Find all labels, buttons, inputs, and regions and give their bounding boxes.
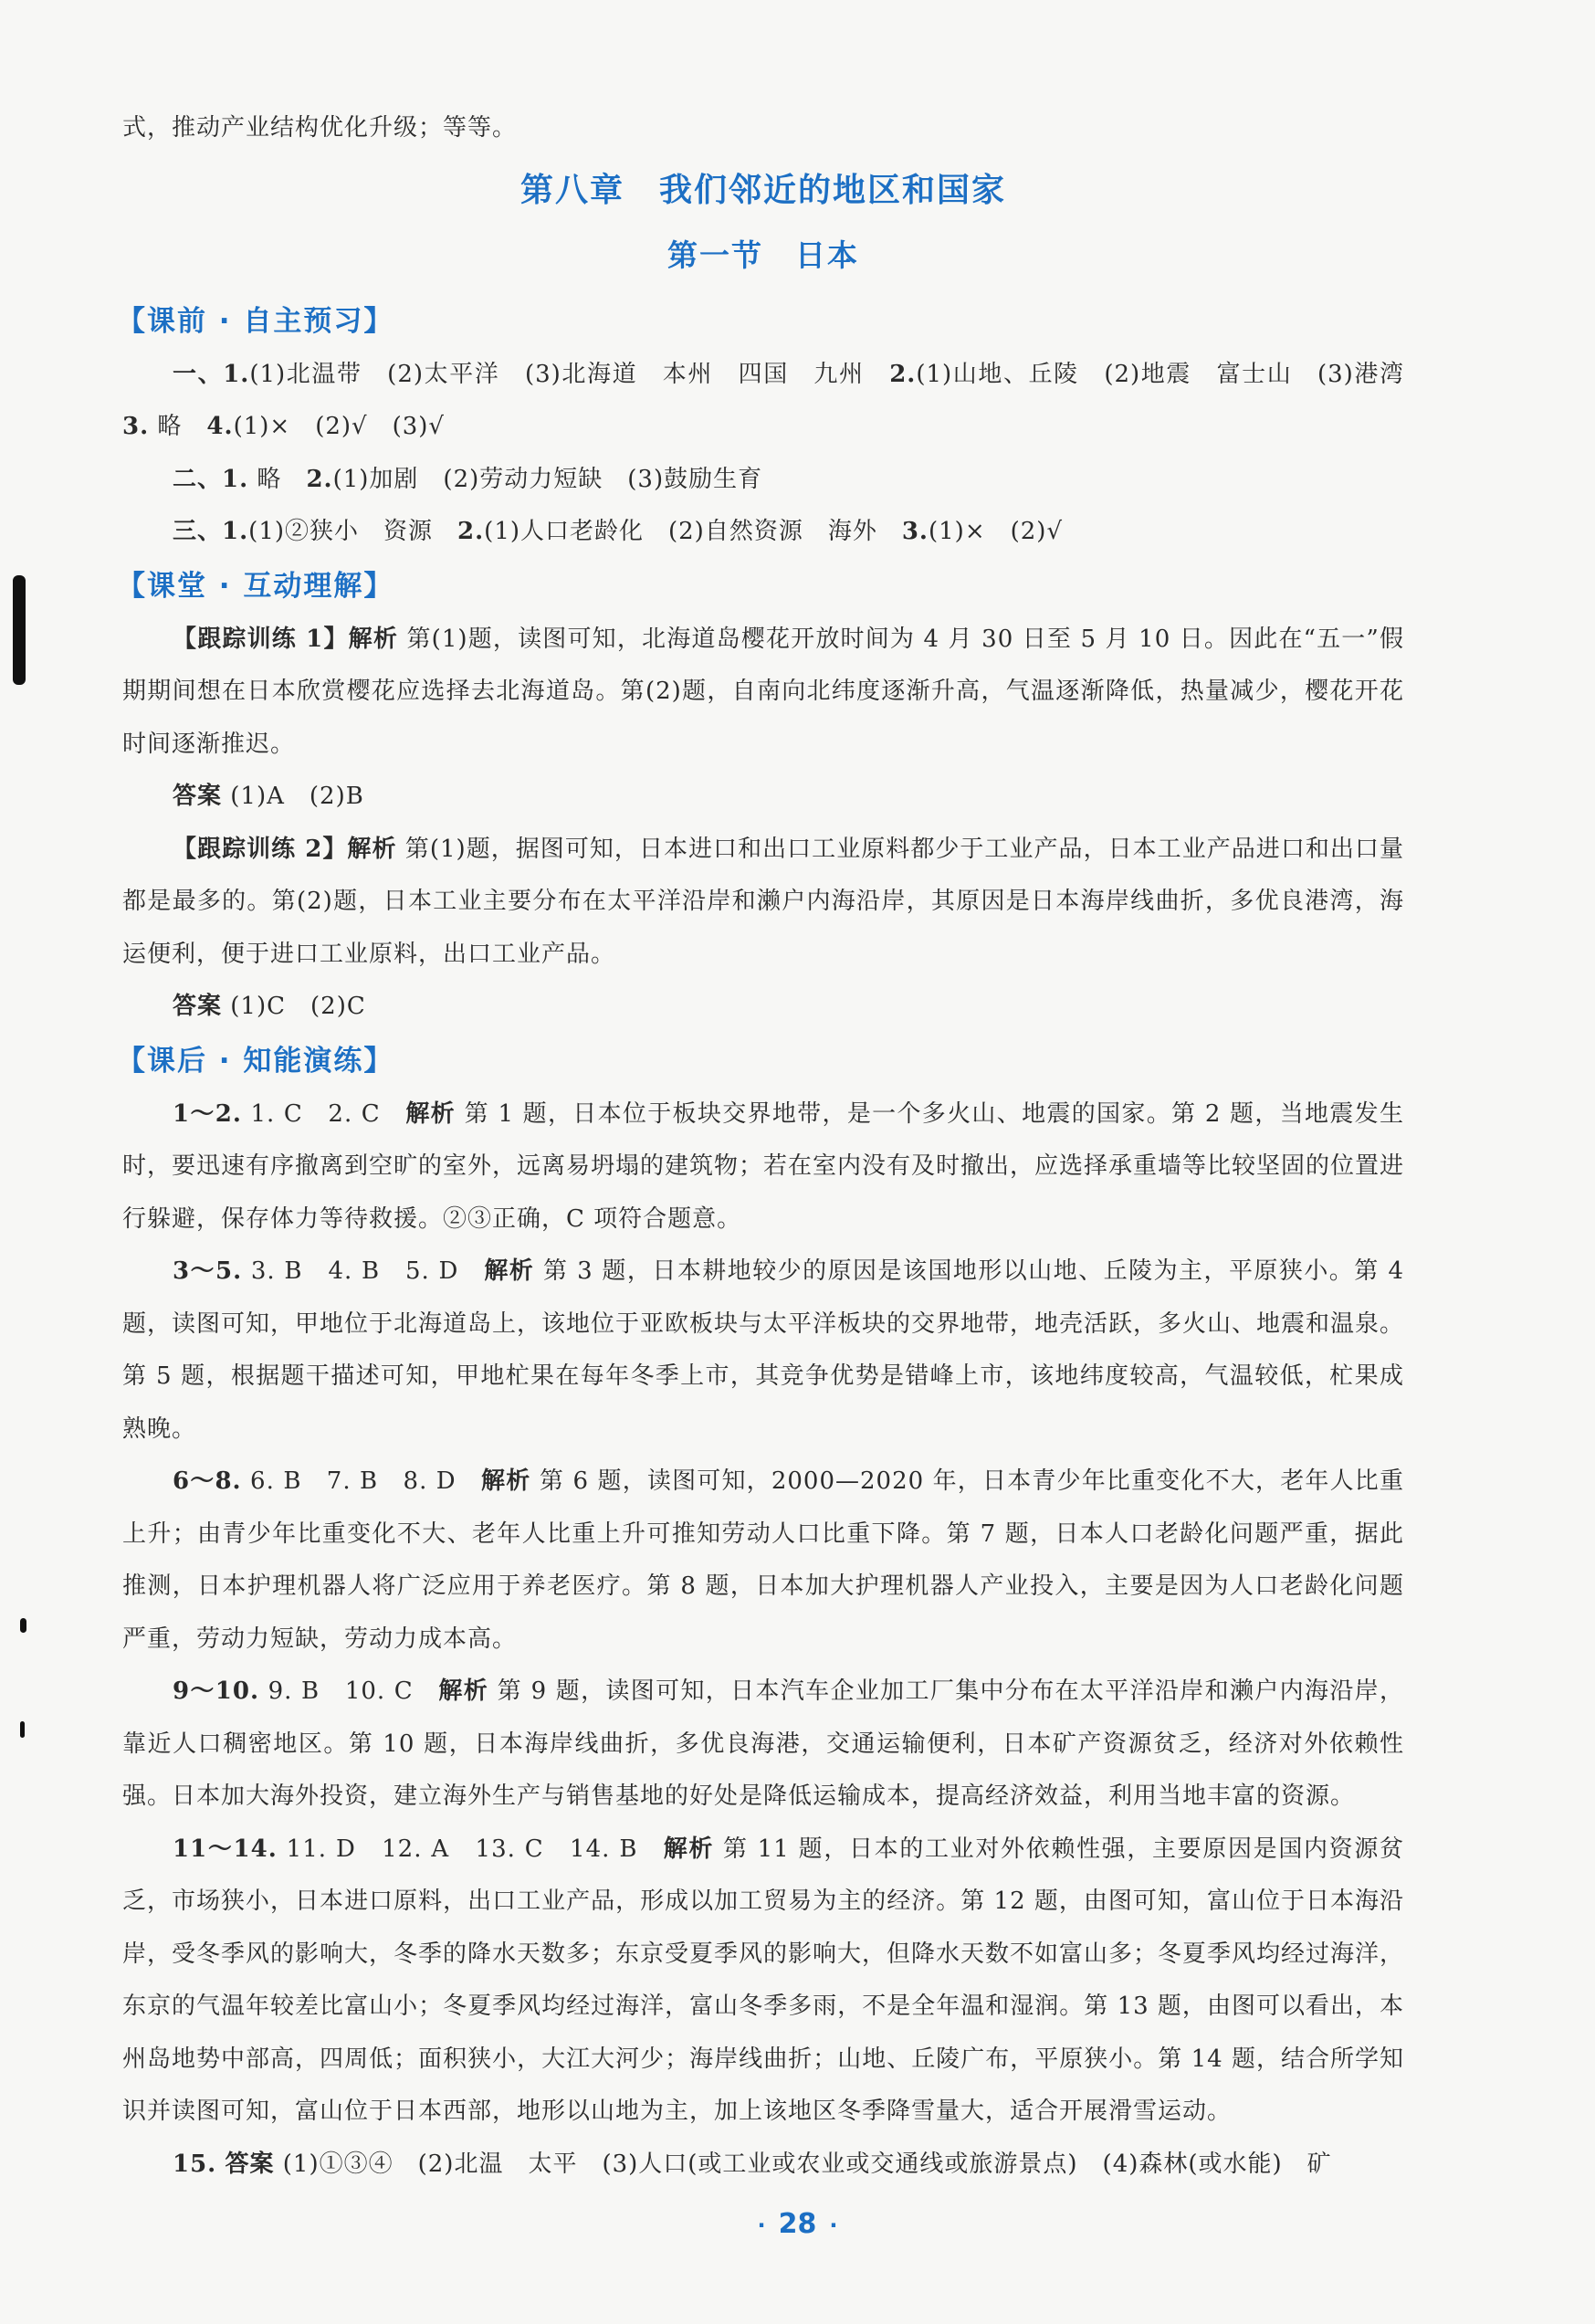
explanation-text: 第(1)题，读图可知，北海道岛樱花开放时间为 4 月 30 日至 5 月 10 日。因此在“五一”假期期间想在日本欣赏樱花应选择去北海道岛。第(2)题，自南向北纬度逐渐升高，气温逐渐降低，热量减少，樱花开花时间逐渐推迟。	[122, 625, 1404, 758]
preview-answers-2	[122, 454, 1404, 507]
answer-text: (1)山地、丘陵 (2)地震 富士山 (3)港湾	[916, 360, 1429, 388]
page-number	[0, 2208, 1595, 2240]
answer-label: 答案	[173, 783, 223, 810]
answer-text: 11. D 12. A 13. C 14. B	[277, 1835, 664, 1863]
explanation-label: 解析	[663, 1835, 715, 1863]
explanation-text: 第 11 题，日本的工业对外依赖性强，主要原因是国内资源贫乏，市场狭小，日本进口原料，出口工业产品，形成以加工贸易为主的经济。第 12 题，由图可知，富山位于日本海沿岸，受冬季风的影响大，冬季的降水天数多；东京受夏季风的影响大，但降水天数不如富山多；冬夏季风均经过海洋，东京的气温年较差比富山小；冬夏季风均经过海洋，富山冬季多雨，不是全年温和湿润。第 13 题，由图可以看出，本州岛地势中部高，四周低；面积狭小，大江大河少；海岸线曲折；山地、丘陵广布，平原狭小。第 14 题，结合所学知识并读图可知，富山位于日本西部，地形以山地为主，加上该地区冬季降雪量大，适合开展滑雪运动。	[122, 1835, 1405, 2125]
item-number: 2.	[306, 465, 333, 493]
page-number-value: 28	[778, 2208, 817, 2240]
answer-text: 6. B 7. B 8. D	[241, 1467, 482, 1495]
explanation-text: 第 1 题，日本位于板块交界地带，是一个多火山、地震的国家。第 2 题，当地震发生时，要迅速有序撤离到空旷的室外，远离易坍塌的建筑物；若在室内没有及时撤出，应选择承重墙等比较坚固的位置进行躲避，保存体力等待救援。②③正确，C 项符合题意。	[122, 1099, 1405, 1233]
answer-label: 答案	[173, 993, 223, 1020]
item-number: 3.	[122, 413, 150, 440]
explanation-label: 解析	[481, 1467, 531, 1495]
question-number: 15.	[173, 2150, 217, 2178]
answer-text: (1)C (2)C	[222, 993, 366, 1020]
scan-mark	[20, 1721, 25, 1738]
answer-text: 3. B 4. B 5. D	[242, 1257, 485, 1285]
item-number: 3.	[901, 518, 929, 545]
tracking-exercise-1	[122, 614, 1404, 772]
page-dot: ·	[829, 2213, 838, 2238]
scan-mark	[13, 575, 26, 685]
answer-text: (1)北温带 (2)太平洋 (3)北海道 本州 四国 九州	[249, 360, 890, 388]
tracking-exercise-2	[122, 824, 1404, 982]
explanation-text: 第 3 题，日本耕地较少的原因是该国地形以山地、丘陵为主，平原狭小。第 4 题，读图可知，甲地位于北海道岛上，该地位于亚欧板块与太平洋板块的交界地带，地壳活跃，多火山、地震和温泉。第 5 题，根据题干描述可知，甲地杧果在每年冬季上市，其竞争优势是错峰上市，该地纬度较高，气温较低，杧果成熟晚。	[122, 1257, 1405, 1443]
preview-answers-1	[122, 349, 1429, 454]
answer-text: (1)加剧 (2)劳动力短缺 (3)鼓励生育	[332, 465, 763, 493]
heading-after-class: 【课后 · 知能演练】	[117, 1044, 394, 1078]
item-number: 2.	[457, 518, 485, 545]
question-block	[122, 1088, 1404, 1246]
item-number: 1.	[222, 465, 249, 493]
heading-preview: 【课前 · 自主预习】	[117, 304, 394, 338]
question-block	[122, 2139, 1404, 2192]
scan-mark	[20, 1618, 26, 1633]
question-block	[122, 1456, 1404, 1666]
question-block	[122, 1824, 1404, 2139]
item-number: 1.	[223, 360, 250, 388]
explanation-label: 解析	[484, 1257, 535, 1285]
preview-answers-3	[122, 506, 1404, 559]
answer-text: (1)①③④ (2)北温 太平 (3)人口(或工业或农业或交通线或旅游景点) (4)森林(或水能) 矿	[274, 2150, 1332, 2178]
continuation-line: 式，推动产业结构优化升级；等等。	[122, 114, 518, 142]
question-block	[122, 1666, 1404, 1824]
explanation-label: 解析	[438, 1677, 489, 1705]
answer-2	[122, 981, 1404, 1034]
item-number: 三、	[173, 518, 223, 545]
answer-text: (1)A (2)B	[222, 783, 364, 810]
answer-text: (1)× (2)√	[929, 518, 1064, 545]
answer-text: (1)②狭小 资源	[248, 518, 458, 545]
exercise-label: 【跟踪训练 2】解析	[173, 835, 397, 863]
answer-label: 答案	[225, 2150, 275, 2178]
question-number: 3～5.	[173, 1257, 243, 1285]
answer-text: (1)× (2)√ (3)√	[233, 413, 445, 440]
heading-classroom: 【课堂 · 互动理解】	[117, 569, 394, 603]
item-number: 一、	[173, 360, 224, 388]
question-number: 6～8.	[173, 1467, 242, 1495]
question-number: 9～10.	[173, 1677, 260, 1705]
explanation-label: 解析	[405, 1099, 456, 1128]
question-number: 1～2.	[173, 1099, 242, 1128]
page-dot: ·	[757, 2213, 766, 2238]
answer-text: 略	[248, 465, 307, 493]
question-block	[122, 1246, 1404, 1456]
item-number: 1.	[222, 518, 249, 545]
answer-text: 9. B 10. C	[259, 1677, 439, 1705]
answer-text: (1)人口老龄化 (2)自然资源 海外	[484, 518, 902, 545]
explanation-text: 第 9 题，读图可知，日本汽车企业加工厂集中分布在太平洋沿岸和濑户内海沿岸，靠近人口稠密地区。第 10 题，日本海岸线曲折，多优良海港，交通运输便利，日本矿产资源贫乏，经济对外依赖性强。日本加大海外投资，建立海外生产与销售基地的好处是降低运输成本，提高经济效益，利用当地丰富的资源。	[122, 1677, 1404, 1810]
section-title: 第一节 日本	[667, 237, 859, 273]
exercise-label: 【跟踪训练 1】解析	[173, 625, 399, 653]
explanation-text: 第(1)题，据图可知，日本进口和出口工业原料都少于工业产品，日本工业产品进口和出口量都是最多的。第(2)题，日本工业主要分布在太平洋沿岸和濑户内海沿岸，其原因是日本海岸线曲折，多优良港湾，海运便利，便于进口工业原料，出口工业产品。	[122, 835, 1404, 968]
chapter-title: 第八章 我们邻近的地区和国家	[519, 171, 1006, 209]
answer-1	[122, 771, 1404, 824]
item-number: 4.	[206, 413, 234, 440]
item-number: 二、	[173, 465, 223, 493]
answer-text: 1. C 2. C	[241, 1099, 406, 1128]
item-number: 2.	[889, 360, 917, 388]
explanation-text: 第 6 题，读图可知，2000—2020 年，日本青少年比重变化不大，老年人比重上升；由青少年比重变化不大、老年人比重上升可推知劳动人口比重下降。第 7 题，日本人口老龄化问题严重，据此推测，日本护理机器人将广泛应用于养老医疗。第 8 题，日本加大护理机器人产业投入，主要是因为人口老龄化问题严重，劳动力短缺，劳动力成本高。	[122, 1467, 1404, 1653]
answer-text: 略	[149, 413, 207, 440]
question-number: 11～14.	[173, 1835, 278, 1863]
document-body	[117, 102, 1429, 2191]
